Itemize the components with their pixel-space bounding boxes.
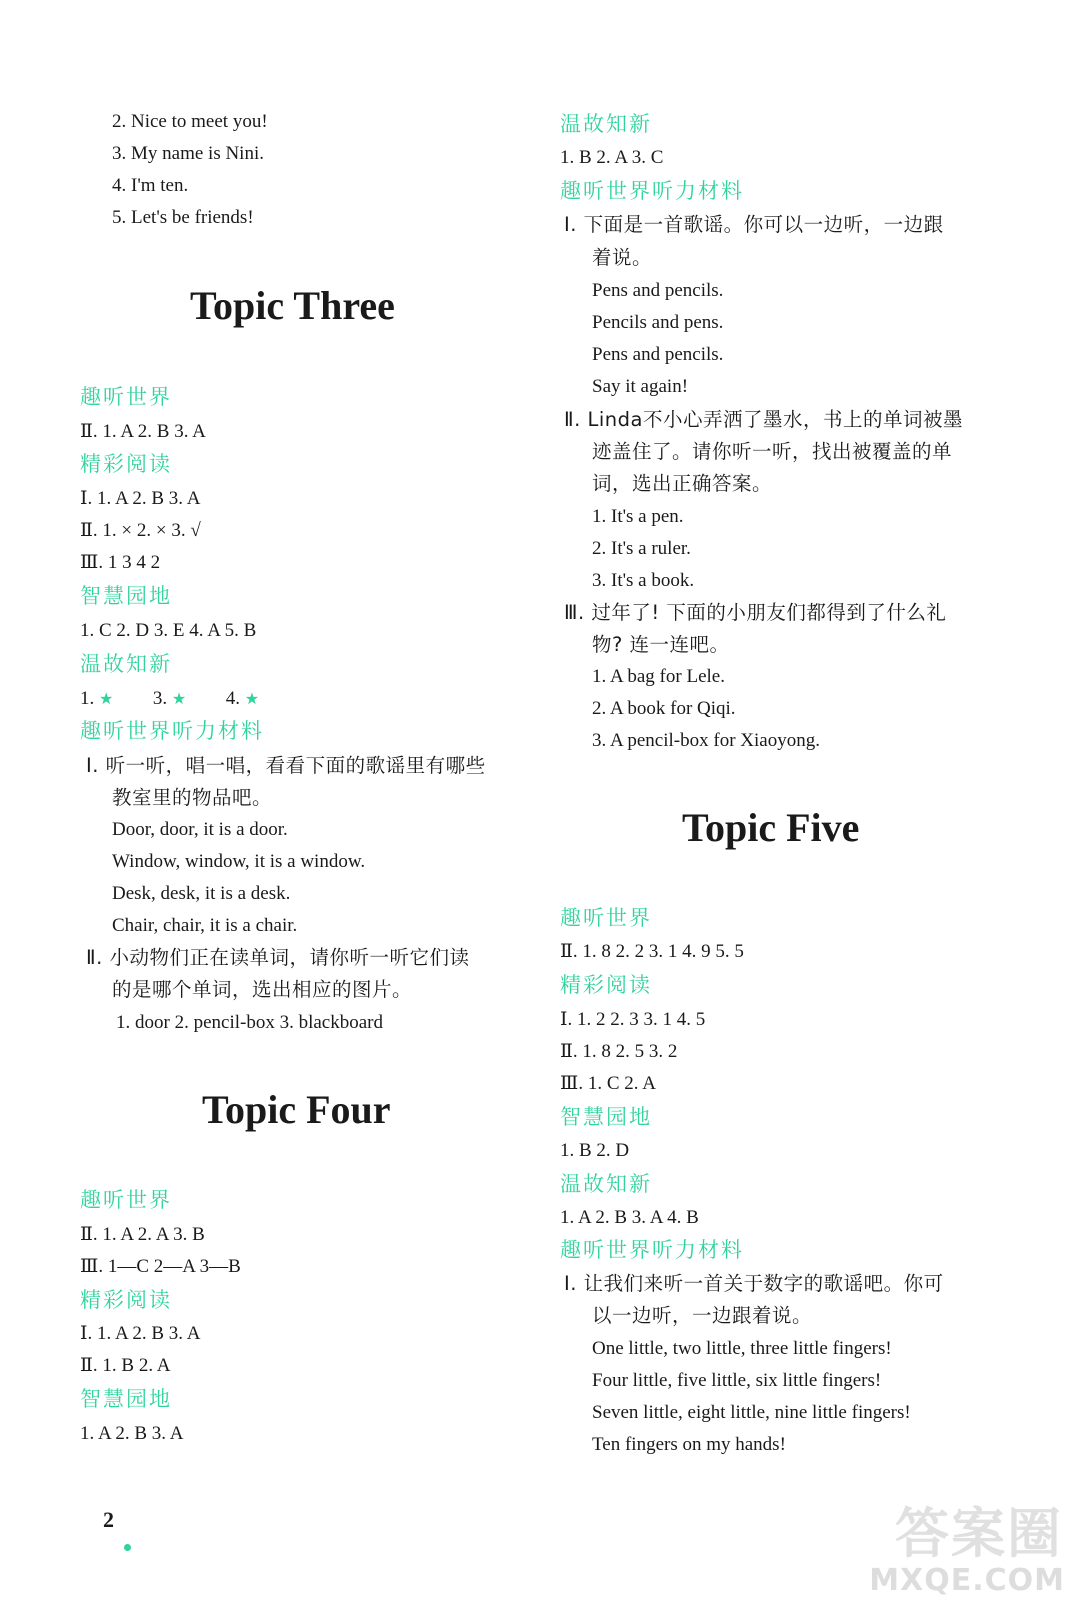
section-heading: 趣听世界听力材料 [560,1238,744,1262]
topic-five-heading: Topic Five [682,805,860,850]
instruction-text: 教室里的物品吧。 [112,786,273,809]
star-icon: ★ [99,691,114,708]
answer-line: Ⅱ. 1. × 2. × 3. √ [80,520,201,541]
answer-line: Ⅲ. 1 3 4 2 [80,552,161,573]
section-heading: 精彩阅读 [80,452,172,476]
section-heading: 趣听世界听力材料 [80,719,264,743]
topic-four-heading: Topic Four [202,1087,391,1132]
section-heading: 精彩阅读 [560,973,652,997]
answer-line: Ⅰ. 1. 2 2. 3 3. 1 4. 5 [560,1009,706,1030]
answer-line: 4. I'm ten. [112,175,189,196]
instruction-text: Ⅰ. 听一听，唱一唱，看看下面的歌谣里有哪些 [86,754,486,777]
script-line: 2. A book for Qiqi. [592,698,736,719]
answer-line: 1. A 2. B 3. A 4. B [560,1207,699,1228]
script-line: One little, two little, three little fingers! [592,1338,892,1359]
script-line: Pens and pencils. [592,344,724,365]
script-line: Window, window, it is a window. [112,851,366,872]
star-answer-line [80,687,259,712]
answer-number: 3. [152,688,168,709]
script-line: Chair, chair, it is a chair. [112,915,298,936]
script-line: Say it again! [592,376,689,397]
section-heading: 趣听世界 [560,906,652,930]
instruction-text: Ⅰ. 让我们来听一首关于数字的歌谣吧。你可 [564,1272,944,1295]
answer-line: Ⅰ. 1. A 2. B 3. A [80,488,201,509]
answer-number: 4. [225,688,240,709]
decorative-dot [124,1544,131,1551]
answer-line: 2. Nice to meet you! [112,111,268,132]
answer-line: 1. C 2. D 3. E 4. A 5. B [80,620,257,641]
answer-line: Ⅲ. 1—C 2—A 3—B [80,1256,241,1277]
script-line: 1. door 2. pencil-box 3. blackboard [116,1012,383,1033]
instruction-text: 迹盖住了。请你听一听，找出被覆盖的单 [592,440,953,463]
topic-three-heading: Topic Three [190,283,395,328]
instruction-text: 物? 连一连吧。 [592,633,730,656]
page-number: 2 [103,1507,114,1532]
star-icon: ★ [244,691,260,708]
answer-line: 5. Let's be friends! [112,207,254,228]
instruction-text: Ⅱ. 小动物们正在读单词，请你听一听它们读 [86,946,470,969]
script-line: 1. It's a pen. [592,506,684,527]
answer-line: Ⅱ. 1. A 2. B 3. A [80,421,206,442]
answer-line: Ⅱ. 1. 8 2. 2 3. 1 4. 9 5. 5 [560,941,744,962]
instruction-text: 词，选出正确答案。 [592,472,773,495]
script-line: Pens and pencils. [592,280,724,301]
instruction-text: Ⅱ. Linda不小心弄洒了墨水，书上的单词被墨 [564,408,963,431]
section-heading: 智慧园地 [560,1105,652,1129]
section-heading: 趣听世界 [80,385,172,409]
answer-line: 1. B 2. D [560,1140,630,1161]
instruction-text: Ⅲ. 过年了! 下面的小朋友们都得到了什么礼 [564,601,947,624]
instruction-text: 的是哪个单词，选出相应的图片。 [112,978,413,1001]
script-line: 3. A pencil-box for Xiaoyong. [592,730,820,751]
instruction-text: 着说。 [592,246,653,269]
script-line: Ten fingers on my hands! [592,1434,786,1455]
section-heading: 智慧园地 [80,1387,172,1411]
answer-line: Ⅱ. 1. A 2. A 3. B [80,1224,205,1245]
script-line: Door, door, it is a door. [112,819,288,840]
instruction-text: Ⅰ. 下面是一首歌谣。你可以一边听，一边跟 [564,213,944,236]
script-line: Pencils and pens. [592,312,724,333]
answer-line: Ⅱ. 1. 8 2. 5 3. 2 [560,1041,678,1062]
script-line: 1. A bag for Lele. [592,666,725,687]
script-line: 2. It's a ruler. [592,538,691,559]
answer-line: 3. My name is Nini. [112,143,264,164]
section-heading: 趣听世界听力材料 [560,179,744,203]
section-heading: 温故知新 [560,112,652,136]
watermark-url: MXQE.COM [869,1563,1065,1598]
section-heading: 温故知新 [560,1172,652,1196]
section-heading: 智慧园地 [80,584,172,608]
script-line: Seven little, eight little, nine little fingers! [592,1402,911,1423]
answer-number: 1. [80,688,95,709]
section-heading: 温故知新 [80,652,172,676]
section-heading: 趣听世界 [80,1188,172,1212]
answer-line: 1. A 2. B 3. A [80,1423,184,1444]
answer-line: Ⅱ. 1. B 2. A [80,1355,171,1376]
star-icon: ★ [171,691,187,708]
script-line: Four little, five little, six little fingers! [592,1370,882,1391]
section-heading: 精彩阅读 [80,1288,172,1312]
watermark-logo: 答案圈 [895,1502,1063,1565]
script-line: Desk, desk, it is a desk. [112,883,291,904]
answer-line: Ⅲ. 1. C 2. A [560,1073,656,1094]
answer-line: 1. B 2. A 3. C [560,147,664,168]
answer-line: Ⅰ. 1. A 2. B 3. A [80,1323,201,1344]
instruction-text: 以一边听，一边跟着说。 [592,1304,813,1327]
script-line: 3. It's a book. [592,570,695,591]
